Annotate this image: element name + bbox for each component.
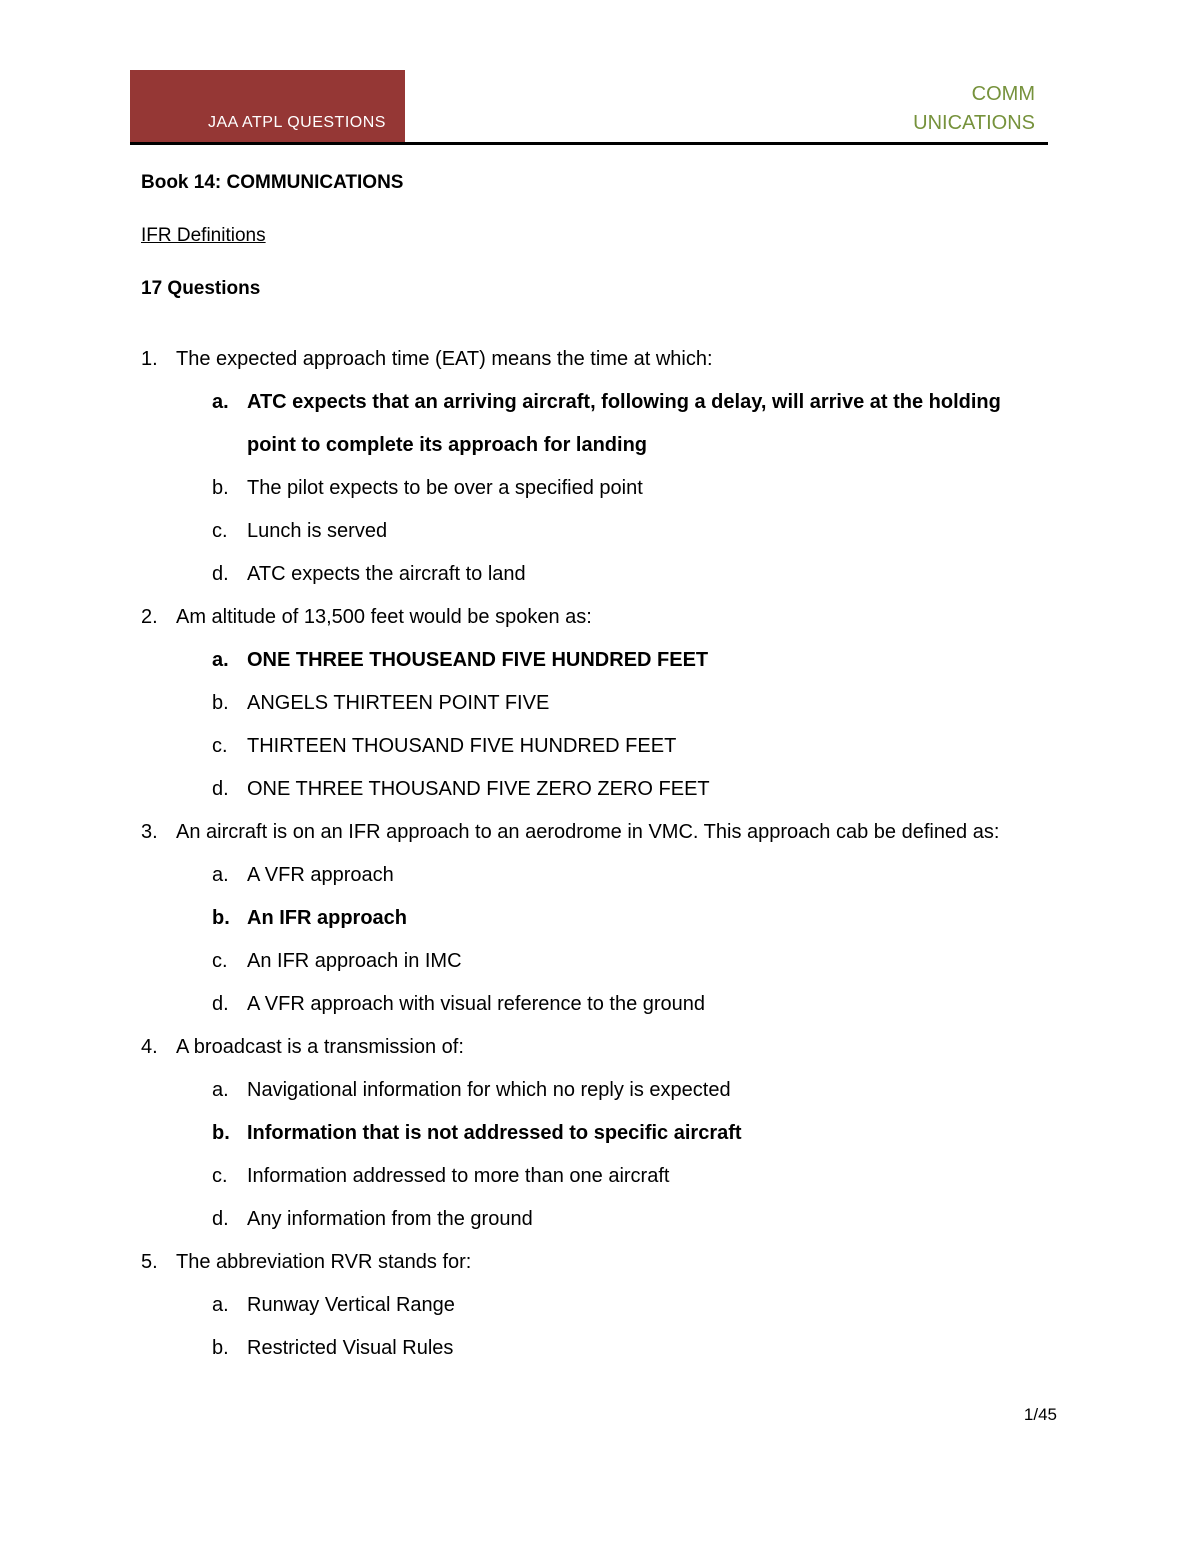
question-count: 17 Questions xyxy=(141,278,261,299)
answer-text: Restricted Visual Rules xyxy=(247,1337,454,1359)
answer-text: Any information from the ground xyxy=(247,1208,533,1230)
question-text: Am altitude of 13,500 feet would be spoken as: xyxy=(176,606,592,628)
answer-option xyxy=(141,725,1081,768)
answer-option xyxy=(141,1198,1081,1241)
answer-text: Navigational information for which no reply is expected xyxy=(247,1079,731,1101)
page-number: 1/45 xyxy=(1023,1405,1057,1424)
answer-option-correct xyxy=(141,639,1081,682)
question-number: 4. xyxy=(141,1036,158,1058)
question-text: An aircraft is on an IFR approach to an aerodrome in VMC. This approach cab be defined as: xyxy=(176,821,1000,843)
answer-letter: d. xyxy=(212,993,229,1015)
question-text: The abbreviation RVR stands for: xyxy=(176,1251,472,1273)
answer-text: ANGELS THIRTEEN POINT FIVE xyxy=(247,692,550,714)
question-text: A broadcast is a transmission of: xyxy=(176,1036,464,1058)
answer-letter: a. xyxy=(212,864,229,886)
question-item xyxy=(141,596,1081,639)
header-right-line1: COMM xyxy=(971,83,1035,105)
header-divider xyxy=(130,142,1048,145)
answer-text: Lunch is served xyxy=(247,520,388,542)
answer-option xyxy=(141,682,1081,725)
answer-option xyxy=(141,768,1081,811)
book-title: Book 14: COMMUNICATIONS xyxy=(141,172,404,193)
header-left-label: JAA ATPL QUESTIONS xyxy=(208,114,386,131)
question-item xyxy=(141,811,1081,854)
question-number: 5. xyxy=(141,1251,158,1273)
answer-text: Information addressed to more than one aircraft xyxy=(247,1165,670,1187)
answer-text: ATC expects the aircraft to land xyxy=(247,563,526,585)
answer-text: The pilot expects to be over a specified point xyxy=(247,477,643,499)
question-number: 2. xyxy=(141,606,158,628)
answer-text: ONE THREE THOUSEAND FIVE HUNDRED FEET xyxy=(247,649,709,671)
question-number: 1. xyxy=(141,348,158,370)
answer-option xyxy=(141,983,1081,1026)
answer-letter: c. xyxy=(212,735,228,757)
answer-option xyxy=(141,1284,1081,1327)
answer-letter: b. xyxy=(212,692,229,714)
answer-text: THIRTEEN THOUSAND FIVE HUNDRED FEET xyxy=(247,735,677,757)
answer-text: ATC expects that an arriving aircraft, following a delay, will arrive at the holding point to complete its approach for landing xyxy=(247,391,1001,456)
header-right-label xyxy=(913,80,1035,138)
answer-text: ONE THREE THOUSAND FIVE ZERO ZERO FEET xyxy=(247,778,710,800)
answer-option xyxy=(141,940,1081,983)
answer-letter: c. xyxy=(212,950,228,972)
answer-option xyxy=(141,553,1081,596)
answer-option xyxy=(141,1069,1081,1112)
question-item xyxy=(141,338,1081,381)
answer-letter: d. xyxy=(212,1208,229,1230)
answer-option xyxy=(141,1155,1081,1198)
answer-letter: b. xyxy=(212,477,229,499)
answer-letter: b. xyxy=(212,1337,229,1359)
answer-text: A VFR approach xyxy=(247,864,394,886)
question-list xyxy=(141,338,1081,1370)
answer-letter: d. xyxy=(212,778,229,800)
question-text: The expected approach time (EAT) means the time at which: xyxy=(176,348,713,370)
answer-letter: b. xyxy=(212,1122,230,1144)
section-title: IFR Definitions xyxy=(141,225,266,246)
answer-text: An IFR approach xyxy=(247,907,408,929)
header-color-block xyxy=(130,70,405,144)
answer-letter: c. xyxy=(212,1165,228,1187)
answer-text: Information that is not addressed to specific aircraft xyxy=(247,1122,742,1144)
answer-option-correct xyxy=(141,381,1081,467)
answer-letter: d. xyxy=(212,563,229,585)
answer-letter: a. xyxy=(212,391,229,413)
answer-text: A VFR approach with visual reference to the ground xyxy=(247,993,706,1015)
header-right-line2: UNICATIONS xyxy=(913,112,1035,134)
answer-letter: b. xyxy=(212,907,230,929)
answer-letter: a. xyxy=(212,1079,229,1101)
answer-option xyxy=(141,1327,1081,1370)
answer-text: An IFR approach in IMC xyxy=(247,950,462,972)
question-item xyxy=(141,1026,1081,1069)
answer-text: Runway Vertical Range xyxy=(247,1294,455,1316)
answer-option xyxy=(141,510,1081,553)
answer-letter: a. xyxy=(212,1294,229,1316)
question-number: 3. xyxy=(141,821,158,843)
question-item xyxy=(141,1241,1081,1284)
answer-option-correct xyxy=(141,1112,1081,1155)
answer-letter: a. xyxy=(212,649,229,671)
answer-option xyxy=(141,854,1081,897)
answer-option-correct xyxy=(141,897,1081,940)
answer-option xyxy=(141,467,1081,510)
answer-letter: c. xyxy=(212,520,228,542)
